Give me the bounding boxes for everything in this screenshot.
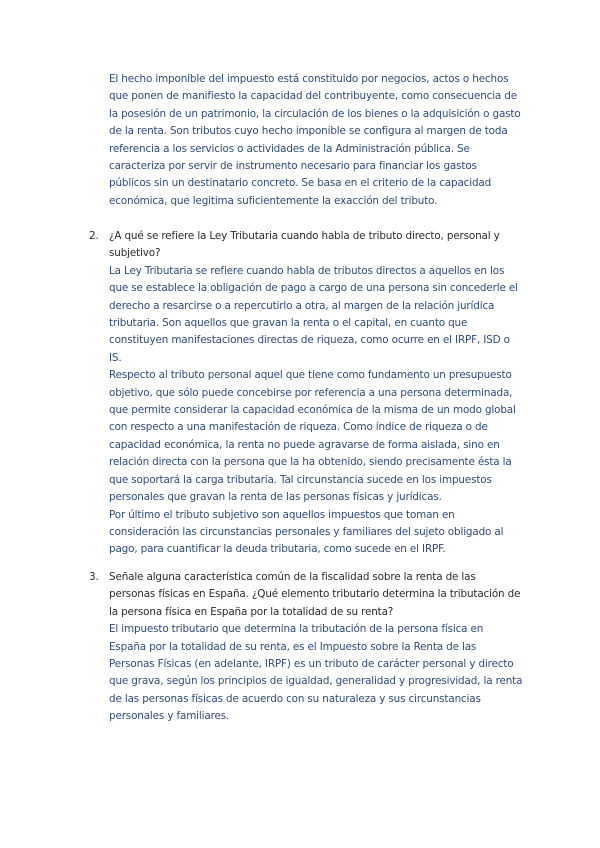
- text-line: La Ley Tributaria se refiere cuando habla de tributos directos a aquellos en los: [109, 264, 505, 277]
- text-line: económica, que legitima suficientemente la exacción del tributo.: [109, 194, 438, 207]
- list-item-2: [109, 228, 518, 559]
- text-line: constituyen manifestaciones directas de riqueza, como ocurre en el IRPF, ISD o: [109, 334, 510, 347]
- text-line: personales y familiares.: [109, 710, 230, 723]
- text-line: personales que gravan la renta de las personas físicas y jurídicas.: [109, 491, 442, 504]
- text-line: personas físicas en España. ¿Qué elemento tributario determina la tributación de: [109, 588, 521, 601]
- text-line: que ponen de manifiesto la capacidad del contribuyente, como consecuencia de: [109, 90, 517, 103]
- text-line: caracteriza por servir de instrumento necesario para financiar los gastos: [109, 160, 477, 173]
- text-line: que soportará la carga tributaria. Tal circunstancia sucede en los impuestos: [109, 473, 492, 486]
- text-line: Señale alguna característica común de la fiscalidad sobre la renta de las: [109, 571, 476, 583]
- question: [109, 228, 518, 263]
- item-number: 3.: [89, 571, 99, 583]
- text-line: El hecho imponible del impuesto está constituido por negocios, actos o hechos: [109, 73, 509, 85]
- text-line: subjetivo?: [109, 247, 161, 260]
- text-line: consideración las circunstancias personales y familiares del sujeto obligado al: [109, 525, 504, 538]
- text-line: España por la totalidad de su renta, es el Impuesto sobre la Renta de las: [109, 640, 477, 653]
- text-line: objetivo, que sólo puede concebirse por referencia a una persona determinada,: [109, 386, 513, 399]
- text-line: públicos sin un destinatario concreto. Se basa en el criterio de la capacidad: [109, 177, 492, 190]
- question: [109, 569, 522, 621]
- text-line: tributaria. Son aquellos que gravan la renta o el capital, en cuanto que: [109, 317, 468, 330]
- intro-answer: [109, 71, 521, 210]
- item-number: 2.: [89, 230, 99, 242]
- text-line: capacidad económica, la renta no puede agravarse de forma aislada, sino en: [109, 438, 500, 451]
- text-line: IS.: [109, 351, 122, 364]
- text-line: El impuesto tributario que determina la tributación de la persona física en: [109, 623, 484, 636]
- text-line: referencia a los servicios o actividades de la Administración pública. Se: [109, 142, 470, 155]
- list-item-3: [109, 569, 522, 726]
- text-line: de la renta. Son tributos cuyo hecho imponible se configura al margen de toda: [109, 125, 508, 138]
- text-line: Personas Físicas (en adelante, IRPF) es un tributo de carácter personal y directo: [109, 658, 514, 671]
- text-line: ¿A qué se refiere la Ley Tributaria cuando habla de tributo directo, personal y: [109, 230, 500, 242]
- text-line: que permite considerar la capacidad económica de la misma de un modo global: [109, 404, 516, 417]
- text-line: Por último el tributo subjetivo son aquellos impuestos que toman en: [109, 508, 455, 521]
- answer: [109, 621, 522, 725]
- text-line: Respecto al tributo personal aquel que tiene como fundamento un presupuesto: [109, 369, 512, 382]
- text-line: la posesión de un patrimonio, la circulación de los bienes o la adquisición o gasto: [109, 107, 521, 120]
- text-line: la persona física en España por la totalidad de su renta?: [109, 605, 394, 618]
- text-line: que se establece la obligación de pago a cargo de una persona sin concederle el: [109, 282, 518, 295]
- text-line: derecho a resarcirse o a repercutirlo a otra, al margen de la relación jurídica: [109, 299, 495, 312]
- text-line: de las personas físicas de acuerdo con su naturaleza y sus circunstancias: [109, 692, 481, 705]
- answer: [109, 263, 518, 559]
- text-line: con respecto a una manifestación de riqueza. Como índice de riqueza o de: [109, 421, 488, 434]
- text-line: que grava, según los principios de igualdad, generalidad y progresividad, la renta: [109, 675, 523, 688]
- text-line: relación directa con la persona que la ha obtenido, siendo precisamente ésta la: [109, 456, 512, 469]
- text-line: pago, para cuantificar la deuda tributaria, como sucede en el IRPF.: [109, 543, 446, 556]
